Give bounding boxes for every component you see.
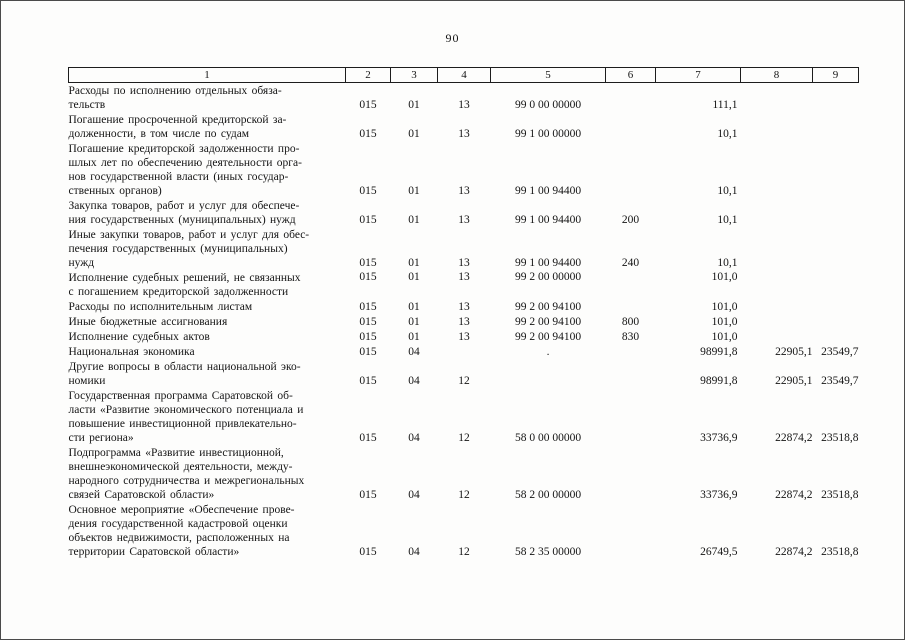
column-header: 5 (491, 68, 606, 83)
cell-col-4: 12 (458, 489, 470, 501)
cell-col-8 (741, 227, 813, 270)
cell-col-5: 99 1 00 00000 (514, 128, 582, 140)
cell-col-7: 98991,8 (700, 375, 738, 387)
cell-col-6 (606, 359, 656, 388)
cell-col-4: 13 (458, 331, 470, 343)
cell-col-6 (606, 344, 656, 359)
table-row (69, 344, 859, 359)
row-label: Иные бюджетные ассигнования (68, 316, 228, 328)
cell-col-7: 10,1 (717, 128, 738, 140)
cell-col-6 (606, 112, 656, 141)
cell-col-3: 01 (408, 214, 420, 226)
cell-col-9: 23518,8 (821, 432, 859, 444)
cell-col-9 (813, 314, 859, 329)
cell-col-4: 12 (458, 432, 470, 444)
cell-col-6 (606, 445, 656, 502)
cell-col-9 (813, 329, 859, 344)
cell-col-7: 33736,9 (700, 489, 738, 501)
cell-col-7: 101,0 (711, 301, 738, 313)
cell-col-8 (741, 314, 813, 329)
cell-col-5: . (546, 346, 550, 358)
cell-col-4: 13 (458, 185, 470, 197)
table-body (69, 83, 859, 560)
column-header: 3 (391, 68, 438, 83)
table-row (69, 388, 859, 445)
cell-col-7: 111,1 (712, 99, 738, 111)
cell-col-2: 015 (359, 346, 377, 358)
column-header: 9 (813, 68, 859, 83)
cell-col-2: 015 (359, 489, 377, 501)
budget-table (68, 67, 859, 559)
table-row (69, 112, 859, 141)
cell-col-3: 01 (408, 185, 420, 197)
cell-col-6: 240 (621, 257, 640, 269)
column-header: 8 (741, 68, 813, 83)
cell-col-8: 22874,2 (775, 489, 813, 501)
cell-col-8 (741, 198, 813, 227)
row-label: Погашение кредиторской задолженности про- шлых лет по обеспечению деятельности орга- нов государственной власти (иных государ- ственных органов) (68, 143, 302, 197)
row-label: Основное мероприятие «Обеспечение прове- дения государственной кадастровой оценки объектов недвижимости, расположенных на территории Саратовской области» (68, 504, 295, 558)
cell-col-6 (606, 270, 656, 299)
cell-col-4: 12 (458, 546, 470, 558)
cell-col-2: 015 (359, 546, 377, 558)
page-number: 90 (445, 31, 460, 45)
cell-col-4: 13 (458, 128, 470, 140)
cell-col-8 (741, 270, 813, 299)
cell-col-9 (813, 83, 859, 113)
cell-col-6: 800 (621, 316, 640, 328)
table-header-row (69, 68, 859, 83)
cell-col-6 (606, 388, 656, 445)
cell-col-8 (741, 299, 813, 314)
cell-col-8: 22874,2 (775, 546, 813, 558)
cell-col-4: 13 (458, 271, 470, 283)
table-row (69, 227, 859, 270)
cell-col-5: 99 1 00 94400 (514, 185, 582, 197)
cell-col-3: 01 (408, 301, 420, 313)
cell-col-3: 01 (408, 257, 420, 269)
table-row (69, 445, 859, 502)
column-header: 1 (69, 68, 346, 83)
column-header: 4 (438, 68, 491, 83)
table-row (69, 198, 859, 227)
cell-col-5: 99 0 00 00000 (514, 99, 582, 111)
cell-col-5: 58 2 00 00000 (514, 489, 582, 501)
cell-col-2: 015 (359, 375, 377, 387)
cell-col-9 (813, 112, 859, 141)
row-label: Национальная экономика (68, 346, 195, 358)
cell-col-5: 58 0 00 00000 (514, 432, 582, 444)
table-row (69, 299, 859, 314)
cell-col-4 (438, 344, 491, 359)
column-header: 6 (606, 68, 656, 83)
cell-col-7: 98991,8 (700, 346, 738, 358)
cell-col-4: 13 (458, 257, 470, 269)
cell-col-5: 99 2 00 94100 (514, 331, 582, 343)
cell-col-8: 22874,2 (775, 432, 813, 444)
cell-col-7: 101,0 (711, 331, 738, 343)
cell-col-3: 04 (408, 489, 420, 501)
cell-col-6 (606, 502, 656, 559)
cell-col-2: 015 (359, 185, 377, 197)
cell-col-8 (741, 329, 813, 344)
cell-col-3: 01 (408, 331, 420, 343)
cell-col-3: 01 (408, 128, 420, 140)
cell-col-5: 58 2 35 00000 (514, 546, 582, 558)
cell-col-2: 015 (359, 214, 377, 226)
column-header: 7 (656, 68, 741, 83)
cell-col-2: 015 (359, 301, 377, 313)
cell-col-3: 04 (408, 432, 420, 444)
cell-col-3: 04 (408, 375, 420, 387)
row-label: Исполнение судебных актов (68, 331, 210, 343)
cell-col-2: 015 (359, 257, 377, 269)
table-row (69, 314, 859, 329)
cell-col-8 (741, 112, 813, 141)
cell-col-4: 13 (458, 301, 470, 313)
row-label: Иные закупки товаров, работ и услуг для обес- печения государственных (муниципальных) нужд (68, 229, 310, 269)
cell-col-5: 99 1 00 94400 (514, 214, 582, 226)
cell-col-7: 101,0 (711, 316, 738, 328)
row-label: Другие вопросы в области национальной эко- номики (68, 361, 301, 387)
cell-col-6 (606, 141, 656, 198)
cell-col-3: 01 (408, 99, 420, 111)
cell-col-7: 10,1 (717, 214, 738, 226)
cell-col-7: 33736,9 (700, 432, 738, 444)
table-row (69, 83, 859, 113)
table-header (69, 68, 859, 83)
column-header: 2 (346, 68, 391, 83)
cell-col-7: 101,0 (711, 271, 738, 283)
table-row (69, 270, 859, 299)
table-row (69, 359, 859, 388)
row-label: Расходы по исполнению отдельных обяза- тельств (68, 85, 282, 111)
cell-col-4: 13 (458, 99, 470, 111)
table-row (69, 141, 859, 198)
row-label: Расходы по исполнительным листам (68, 301, 253, 313)
row-label: Подпрограмма «Развитие инвестиционной, внешнеэкономической деятельности, между- народного сотрудничества и межрегиональных связей Саратовской области» (68, 447, 305, 501)
cell-col-6 (606, 83, 656, 113)
cell-col-2: 015 (359, 432, 377, 444)
cell-col-2: 015 (359, 99, 377, 111)
cell-col-3: 04 (408, 546, 420, 558)
cell-col-2: 015 (359, 271, 377, 283)
cell-col-5: 99 2 00 94100 (514, 301, 582, 313)
cell-col-2: 015 (359, 128, 377, 140)
cell-col-7: 26749,5 (700, 546, 738, 558)
table-row (69, 502, 859, 559)
cell-col-8 (741, 83, 813, 113)
cell-col-5 (491, 359, 606, 388)
row-label: Государственная программа Саратовской об- ласти «Развитие экономического потенциала и повышение инвестиционной привлекательно- сти региона» (68, 390, 304, 444)
cell-col-9 (813, 198, 859, 227)
cell-col-3: 01 (408, 271, 420, 283)
cell-col-2: 015 (359, 331, 377, 343)
cell-col-9 (813, 270, 859, 299)
cell-col-9 (813, 227, 859, 270)
cell-col-9: 23549,7 (821, 375, 859, 387)
cell-col-9: 23549,7 (821, 346, 859, 358)
cell-col-2: 015 (359, 316, 377, 328)
cell-col-3: 04 (408, 346, 420, 358)
cell-col-7: 10,1 (717, 185, 738, 197)
cell-col-4: 13 (458, 316, 470, 328)
cell-col-9: 23518,8 (821, 489, 859, 501)
row-label: Исполнение судебных решений, не связанных с погашением кредиторской задолженности (68, 272, 301, 298)
cell-col-8: 22905,1 (775, 346, 813, 358)
cell-col-8: 22905,1 (775, 375, 813, 387)
row-label: Закупка товаров, работ и услуг для обеспече- ния государственных (муниципальных) нужд (68, 200, 300, 226)
cell-col-7: 10,1 (717, 257, 738, 269)
row-label: Погашение просроченной кредиторской за- долженности, в том числе по судам (68, 114, 287, 140)
cell-col-5: 99 2 00 00000 (514, 271, 582, 283)
cell-col-6: 830 (621, 331, 640, 343)
cell-col-6 (606, 299, 656, 314)
cell-col-6: 200 (621, 214, 640, 226)
cell-col-9 (813, 141, 859, 198)
cell-col-9 (813, 299, 859, 314)
cell-col-5: 99 1 00 94400 (514, 257, 582, 269)
cell-col-9: 23518,8 (821, 546, 859, 558)
cell-col-4: 12 (458, 375, 470, 387)
cell-col-4: 13 (458, 214, 470, 226)
cell-col-3: 01 (408, 316, 420, 328)
cell-col-5: 99 2 00 94100 (514, 316, 582, 328)
cell-col-8 (741, 141, 813, 198)
table-row (69, 329, 859, 344)
